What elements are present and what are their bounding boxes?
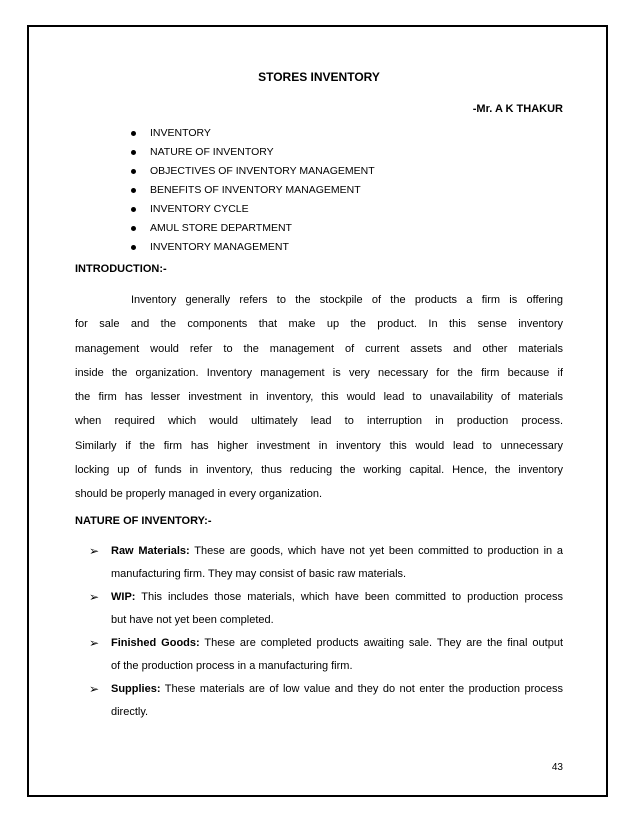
bullet-icon — [131, 245, 136, 250]
bullet-icon — [131, 226, 136, 231]
list-item: BENEFITS OF INVENTORY MANAGEMENT — [131, 181, 375, 200]
list-item: INVENTORY CYCLE — [131, 200, 375, 219]
paragraph-line: management would refer to the management of current assets and other materials — [75, 342, 563, 355]
item-term: Raw Materials: — [111, 545, 190, 557]
bullet-icon — [131, 169, 136, 174]
topics-list — [131, 124, 375, 257]
paragraph-line: when required which would ultimately lead to interruption in production process. — [75, 415, 563, 428]
item-text: These materials are of low value and they do not enter the production process — [160, 683, 563, 695]
bullet-icon — [131, 207, 136, 212]
item-term: Finished Goods: — [111, 637, 200, 649]
list-item: NATURE OF INVENTORY — [131, 143, 375, 162]
list-item: AMUL STORE DEPARTMENT — [131, 219, 375, 238]
author-line: -Mr. A K THAKUR — [472, 103, 563, 115]
list-item: OBJECTIVES OF INVENTORY MANAGEMENT — [131, 162, 375, 181]
arrow-bullet-icon: ➢ — [89, 682, 100, 696]
paragraph-line: locking up of funds in inventory, thus reducing the working capital. Hence, the inventory — [75, 464, 563, 477]
paragraph-line: the firm has lesser investment in inventory, this would lead to unavailability of materials — [75, 391, 563, 404]
item-text: These are completed products awaiting sale. They are the final output — [199, 637, 563, 649]
bullet-icon — [131, 150, 136, 155]
page-number: 43 — [551, 762, 563, 773]
item-text: but have not yet been completed. — [111, 614, 274, 626]
list-item — [89, 632, 563, 678]
introduction-paragraph — [75, 288, 563, 507]
list-item — [89, 678, 563, 724]
bullet-icon — [131, 188, 136, 193]
arrow-bullet-icon: ➢ — [89, 636, 100, 650]
list-item — [89, 540, 563, 586]
arrow-bullet-icon: ➢ — [89, 544, 100, 558]
paragraph-line: Similarly if the firm has higher investment in inventory this would lead to unnecessary — [75, 439, 563, 452]
item-term: Supplies: — [111, 683, 161, 695]
item-text: These are goods, which have not yet been committed to production in a — [189, 545, 563, 557]
introduction-heading: INTRODUCTION:- — [75, 263, 167, 275]
list-item — [89, 586, 563, 632]
page-title: STORES INVENTORY — [258, 70, 380, 84]
paragraph-line: Inventory generally refers to the stockpile of the products a firm is offering — [131, 294, 563, 306]
item-text: of the production process in a manufacturing firm. — [111, 660, 353, 672]
item-text: directly. — [111, 706, 149, 718]
list-item: INVENTORY — [131, 124, 375, 143]
nature-heading: NATURE OF INVENTORY:- — [75, 515, 212, 527]
list-item: INVENTORY MANAGEMENT — [131, 238, 375, 257]
bullet-icon — [131, 131, 136, 136]
item-term: WIP: — [111, 591, 136, 603]
item-text: This includes those materials, which have been committed to production process — [135, 591, 563, 603]
paragraph-line: for sale and the components that make up the product. In this sense inventory — [75, 318, 563, 331]
item-text: manufacturing firm. They may consist of basic raw materials. — [111, 568, 407, 580]
paragraph-line: inside the organization. Inventory management is very necessary for the firm because if — [75, 366, 563, 379]
nature-list — [89, 540, 563, 724]
paragraph-line: should be properly managed in every organization. — [75, 488, 323, 501]
arrow-bullet-icon: ➢ — [89, 590, 100, 604]
